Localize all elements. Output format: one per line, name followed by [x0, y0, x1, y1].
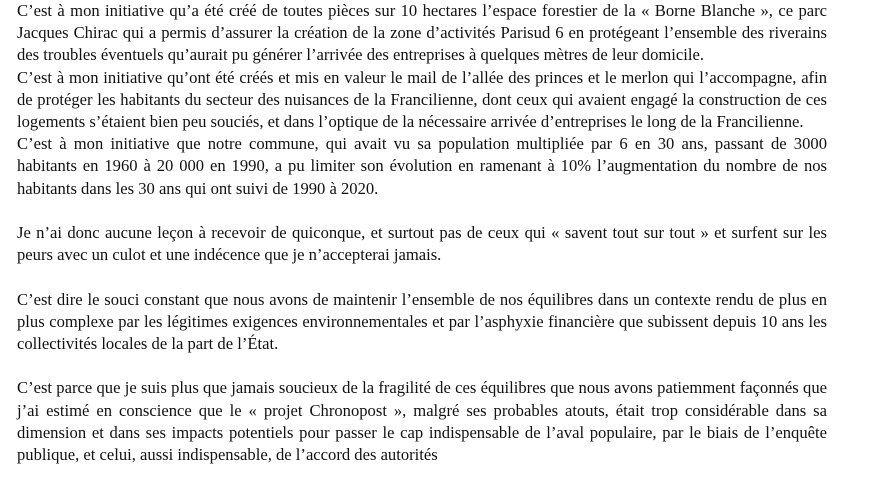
paragraph-aucune-lecon: Je n’ai donc aucune leçon à recevoir de quiconque, et surtout pas de ceux qui « savent tout sur tout » et surfent sur les peurs avec un culot et une indécence que je n’accepterai jamais.	[17, 223, 827, 265]
document-page	[17, 0, 827, 466]
paragraph-population: C’est à mon initiative que notre commune, qui avait vu sa population multipliée par 6 en 30 ans, passant de 3000 habitants en 1960 à 20 000 en 1990, a pu limiter son évolution en ramenant à 10% l’augmentation du nombre de nos habitants dans les 30 ans qui ont suivi de 1990 à 2020.	[17, 134, 827, 198]
paragraph-spacer	[17, 355, 827, 377]
paragraph-spacer	[17, 200, 827, 222]
paragraph-projet-chronopost: C’est parce que je suis plus que jamais soucieux de la fragilité de ces équilibres que nous avons patiemment façonnés que j’ai estimé en conscience que le « projet Chronopost », malgré ses probables atouts, était trop considérable dans sa dimension et dans ses impacts potentiels pour passer le cap indispensable de l’aval populaire, par le biais de l’enquête publique, et celui, aussi indispensable, de l’accord des autorités	[17, 378, 827, 465]
paragraph-borne-blanche: C’est à mon initiative qu’a été créé de toutes pièces sur 10 hectares l’espace forestier de la « Borne Blanche », ce parc Jacques Chirac qui a permis d’assurer la création de la zone d’activités Parisud 6 en protégeant l’ensemble des riverains des troubles éventuels qu’aurait pu générer l’arrivée des entreprises à quelques mètres de leur domicile.	[17, 1, 827, 65]
paragraph-mail-allee-des-princes: C’est à mon initiative qu’ont été créés et mis en valeur le mail de l’allée des princes et le merlon qui l’accompagne, afin de protéger les habitants du secteur des nuisances de la Francilienne, dont ceux qui avaient engagé la construction de ces logements s’étaient bien peu souciés, et dans l’optique de la nécessaire arrivée d’entreprises le long de la Francilienne.	[17, 67, 827, 132]
paragraph-spacer	[17, 266, 827, 288]
paragraph-souci-constant: C’est dire le souci constant que nous avons de maintenir l’ensemble de nos équilibres dans un contexte rendu de plus en plus complexe par les légitimes exigences environnementales et par l’asphyxie financière que subissent depuis 10 ans les collectivités locales de la part de l’État.	[17, 289, 827, 354]
